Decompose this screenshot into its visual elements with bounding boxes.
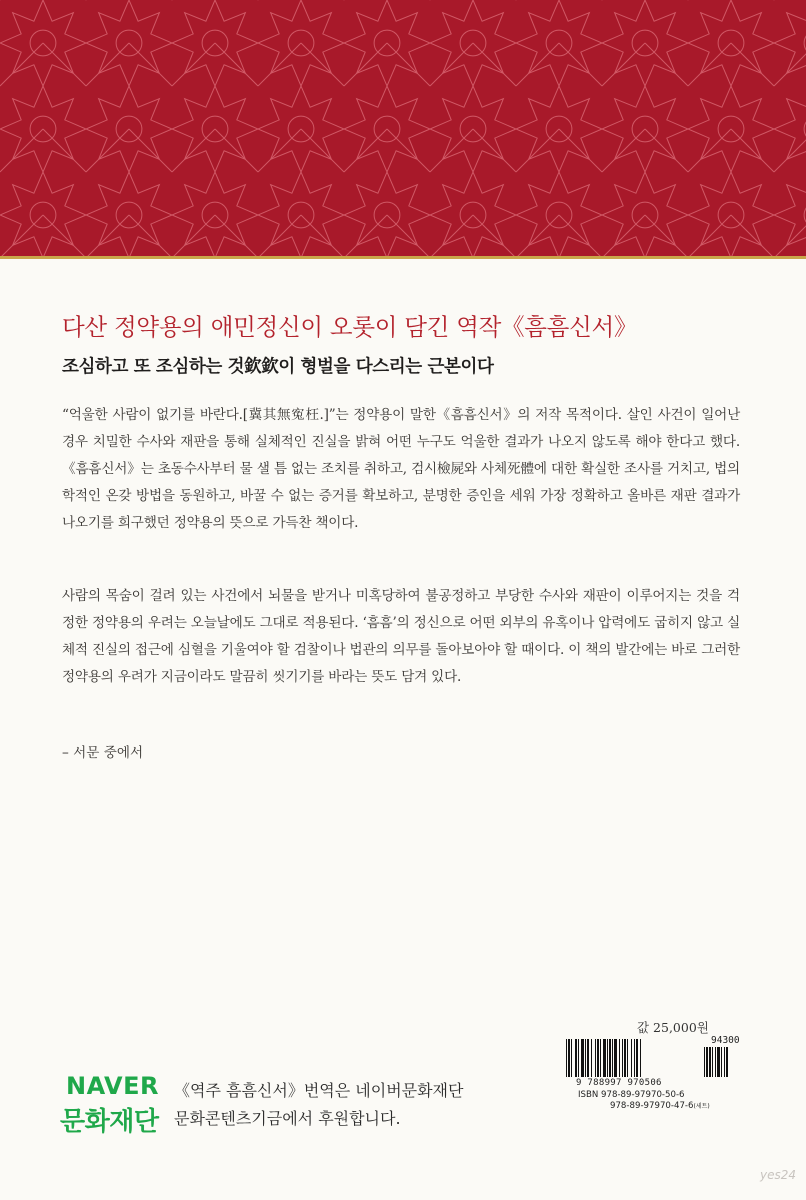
sponsor-line-2: 문화콘텐츠기금에서 후원합니다. (174, 1109, 401, 1128)
accent-divider-line (0, 256, 806, 259)
isbn-set-note: (세트) (693, 1103, 710, 1110)
price-label: 값 25,000원 (637, 1020, 709, 1035)
watermark: yes24 (760, 1168, 797, 1182)
isbn-line-2 (610, 1101, 710, 1111)
body-paragraph-1: “억울한 사람이 없기를 바란다.[冀其無寃枉.]”는 정약용이 말한《흠흠신서》의 저작 목적이다. 살인 사건이 일어난 경우 치밀한 수사와 재판을 통해 실체적인 진실을 밝혀 어떤 누구도 억울한 결과가 나오지 않도록 해야 한다고 했다.《흠흠신서》는 초동수사부터 물 샐 틈 없는 조치를 취하고, 검시檢屍와 사체死體에 대한 확실한 조사를 거치고, 법의학적인 온갖 방법을 동원하고, 바꿀 수 없는 증거를 확보하고, 분명한 증인을 세워 가장 정확하고 올바른 재판 결과가 나오기를 희구했던 정약용의 뜻으로 가득찬 책이다. (62, 407, 740, 531)
barcode-number: 9 788997 970506 (576, 1078, 662, 1088)
body-paragraph-2: 사람의 목숨이 걸려 있는 사건에서 뇌물을 받거나 미혹당하여 불공정하고 부당한 수사와 재판이 이루어지는 것을 걱정한 정약용의 우려는 오늘날에도 그대로 적용된다. ‘흠흠’의 정신으로 어떤 외부의 유혹이나 압력에도 굽히지 않고 실체적 진실의 접근에 심혈을 기울여야 할 검찰이나 법관의 의무를 돌아보아야 할 때이다. 이 책의 발간에는 바로 그러한 정약용의 우려가 지금이라도 말끔히 씻기기를 바라는 뜻도 담겨 있다. (62, 588, 740, 685)
decorative-pattern-band (0, 0, 806, 258)
subheadline: 조심하고 또 조심하는 것欽欽이 형벌을 다스리는 근본이다 (62, 357, 494, 377)
sponsor-line-1: 《역주 흠흠신서》번역은 네이버문화재단 (174, 1081, 464, 1100)
isbn-set-number: 978-89-97970-47-6 (610, 1101, 694, 1111)
barcode-addon-code: 94300 (711, 1035, 740, 1046)
isbn-line-1: ISBN 978-89-97970-50-6 (578, 1090, 685, 1100)
foundation-logo-text: 문화재단 (60, 1107, 159, 1137)
naver-logo-text: NAVER (66, 1072, 159, 1100)
headline: 다산 정약용의 애민정신이 오롯이 담긴 역작《흠흠신서》 (62, 313, 638, 341)
quote-source: – 서문 중에서 (62, 745, 144, 761)
